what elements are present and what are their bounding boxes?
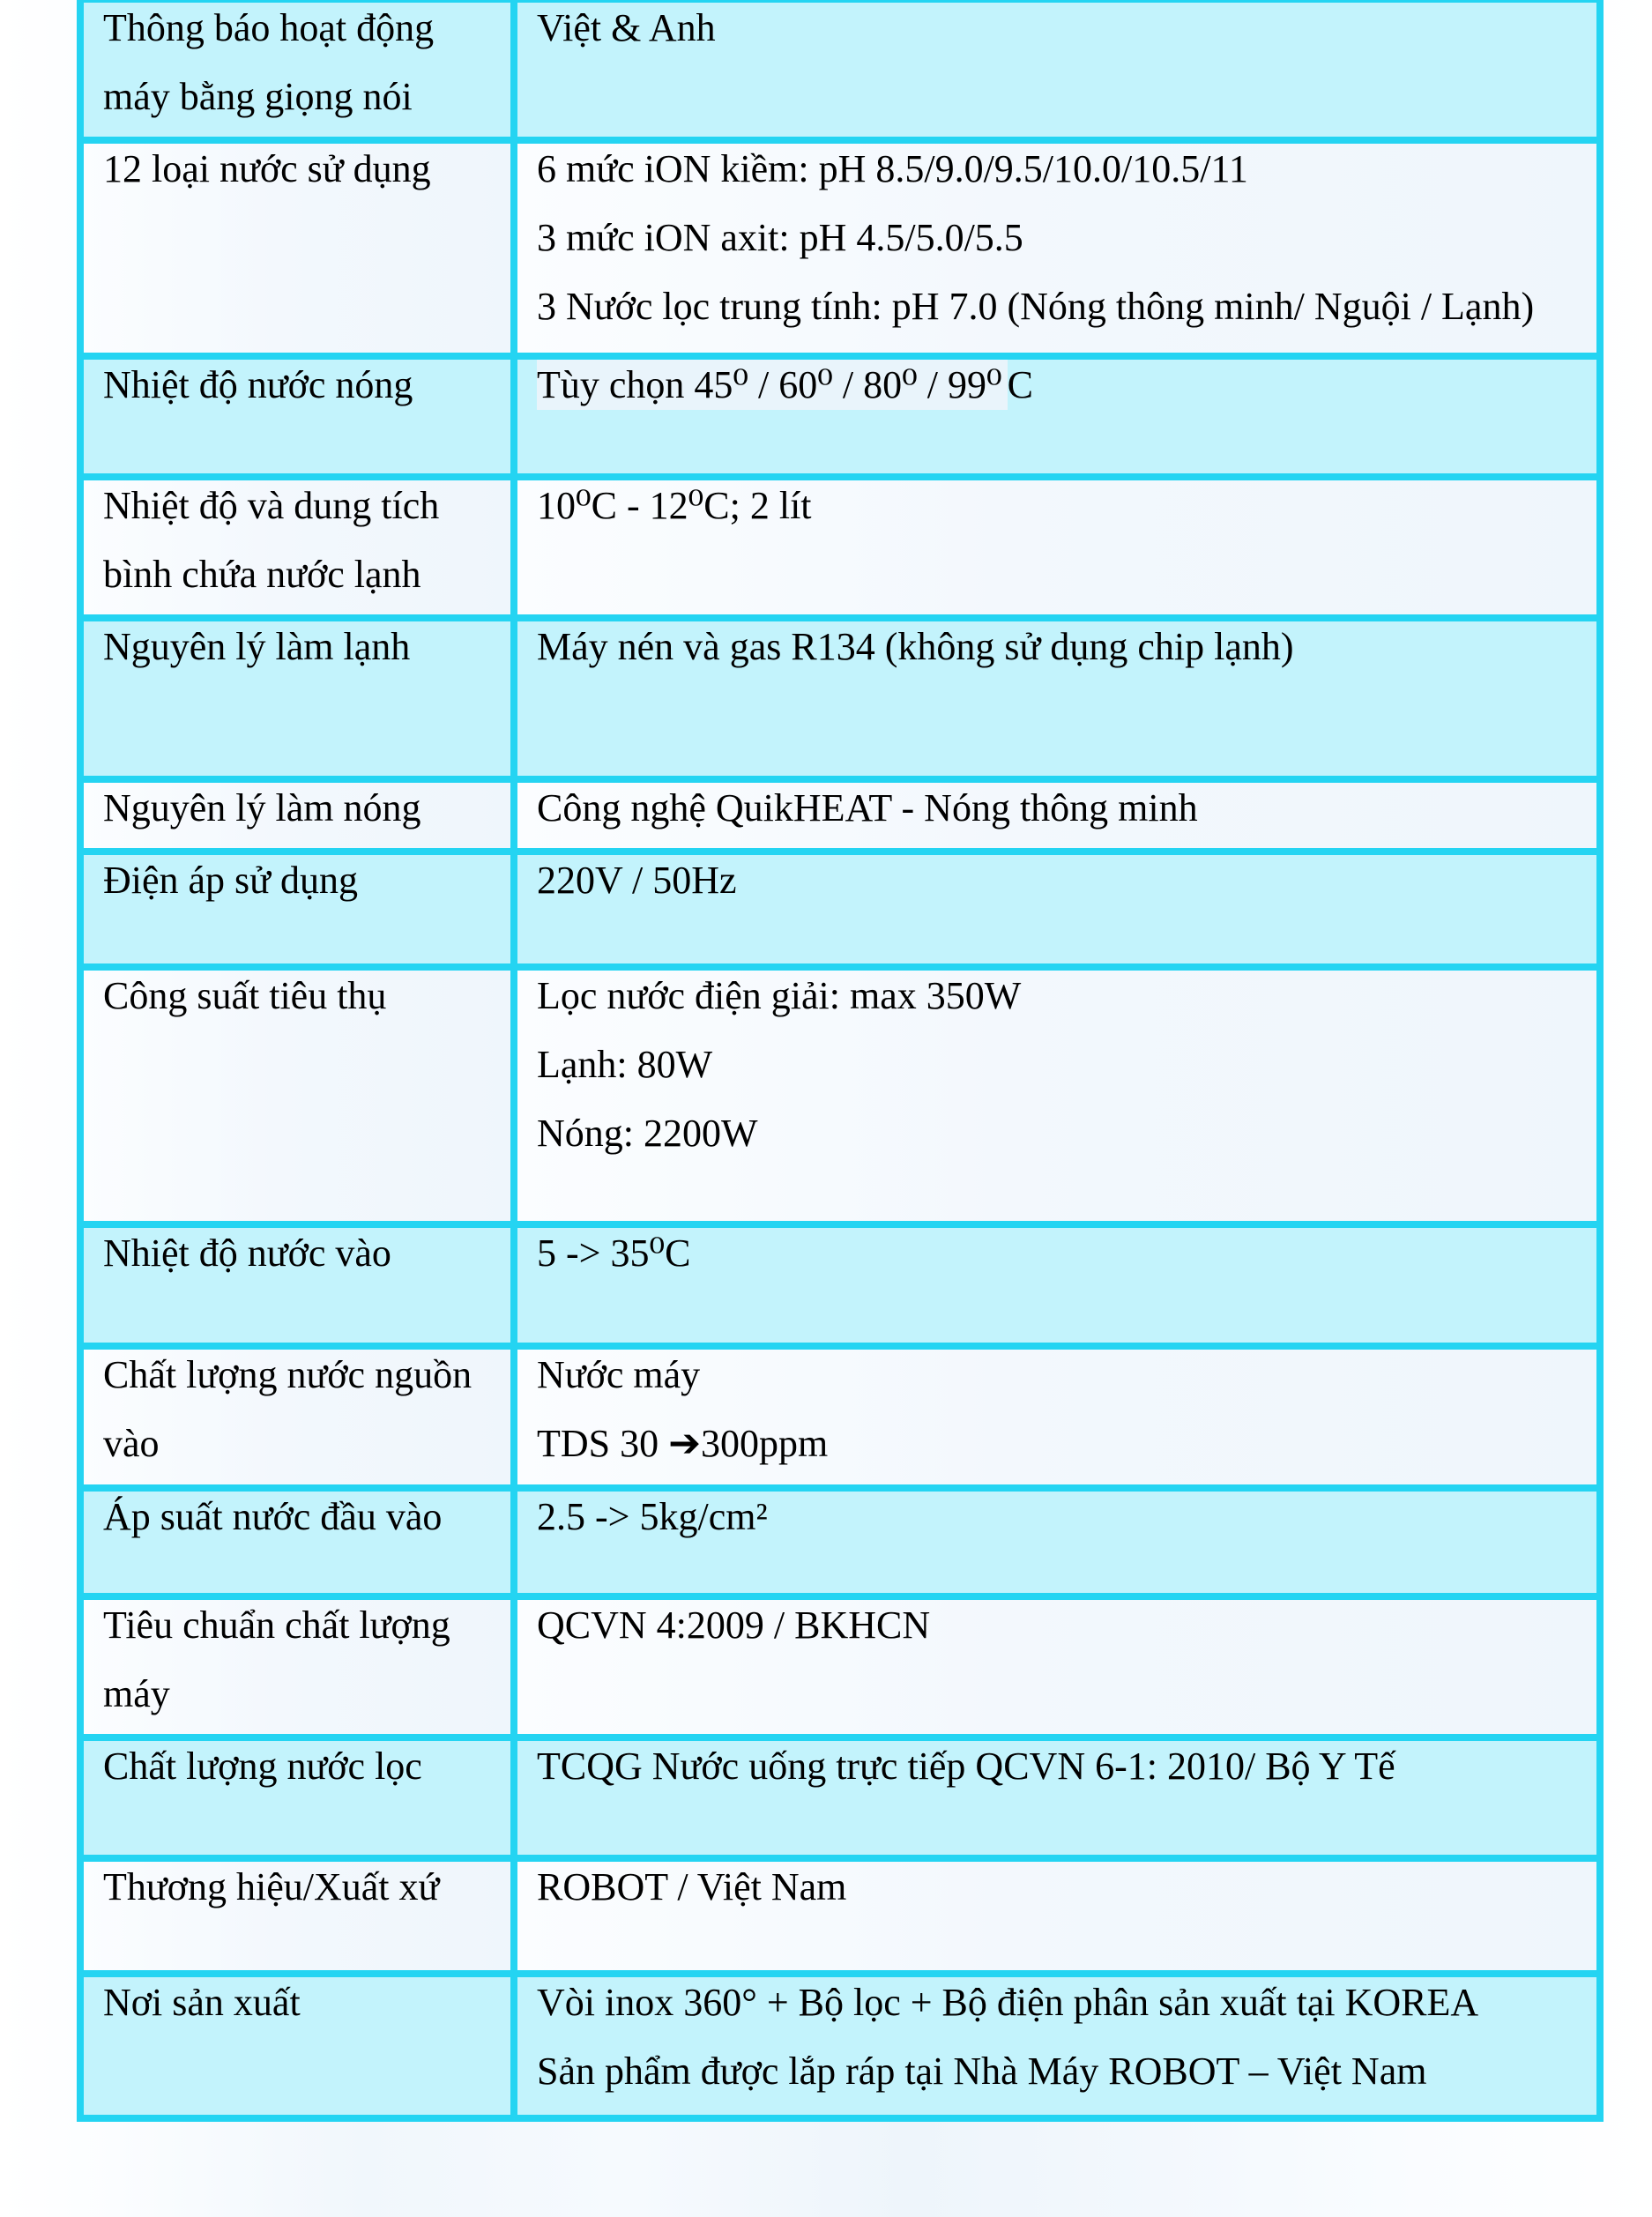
table-row [80,1974,1600,2118]
table-row [80,1224,1600,1346]
spec-label-cell [80,0,514,140]
spec-value-cell [514,0,1600,140]
table-row [80,967,1600,1224]
spec-value-cell [514,967,1600,1224]
table-row [80,1596,1600,1737]
spec-label-cell [80,1737,514,1858]
table-row [80,852,1600,967]
table-row [80,140,1600,356]
table-row [80,1346,1600,1488]
spec-label-line: bình chứa nước lạnh [103,553,421,596]
spec-value-cell [514,477,1600,618]
spec-label-line: Thông báo hoạt động [103,6,435,49]
spec-value-line: Vòi inox 360° + Bộ lọc + Bộ điện phân sản xuất tại KOREA [537,1981,1479,2024]
spec-value-line: 10⁰C - 12⁰C; 2 lít [537,484,812,527]
spec-value-line: Sản phẩm được lắp ráp tại Nhà Máy ROBOT – Việt Nam [537,2050,1427,2093]
spec-label-line: Thương hiệu/Xuất xứ [103,1865,440,1908]
table-row [80,356,1600,477]
spec-value-line: Nước máy [537,1353,701,1396]
spec-label-line: Tiêu chuẩn chất lượng [103,1603,450,1647]
spec-value-line: QCVN 4:2009 / BKHCN [537,1603,931,1647]
spec-value-line: ROBOT / Việt Nam [537,1865,847,1908]
spec-label-line: Công suất tiêu thụ [103,974,387,1017]
spec-table [77,0,1604,2122]
spec-label-cell [80,967,514,1224]
spec-value-cell [514,1974,1600,2118]
spec-value-line: 6 mức iON kiềm: pH 8.5/9.0/9.5/10.0/10.5/11 [537,147,1248,190]
spec-label-cell [80,1224,514,1346]
spec-value-cell [514,1596,1600,1737]
spec-label-cell [80,1346,514,1488]
table-row [80,1858,1600,1974]
spec-value-cell [514,1224,1600,1346]
spec-value-cell [514,356,1600,477]
spec-label-cell [80,477,514,618]
table-row [80,477,1600,618]
spec-value-cell [514,1737,1600,1858]
spec-value-line: 2.5 -> 5kg/cm² [537,1495,768,1538]
spec-value-line: Máy nén và gas R134 (không sử dụng chip lạnh) [537,625,1294,668]
spec-value-cell [514,1858,1600,1974]
table-row [80,618,1600,779]
spec-label-line: Áp suất nước đầu vào [103,1495,443,1538]
table-row [80,1737,1600,1858]
spec-label-line: vào [103,1422,160,1465]
spec-label-cell [80,356,514,477]
spec-label-cell [80,779,514,852]
spec-label-cell [80,1596,514,1737]
spec-value-line: 220V / 50Hz [537,859,737,902]
spec-value-cell [514,1488,1600,1596]
spec-value-cell [514,618,1600,779]
highlighted-value-text: Tùy chọn 45⁰ / 60⁰ / 80⁰ / 99⁰ [537,360,1008,410]
spec-value-line: TDS 30 ➔300ppm [537,1422,829,1465]
spec-label-line: Nhiệt độ và dung tích [103,484,440,527]
spec-value-line: 3 Nước lọc trung tính: pH 7.0 (Nóng thông minh/ Nguội / Lạnh) [537,285,1535,328]
spec-value-cell [514,779,1600,852]
spec-label-line: Chất lượng nước lọc [103,1745,422,1788]
spec-value-line: 3 mức iON axit: pH 4.5/5.0/5.5 [537,216,1023,259]
spec-table-body [80,0,1600,2118]
spec-label-line: Nơi sản xuất [103,1981,301,2024]
spec-value-cell [514,140,1600,356]
spec-value-cell [514,1346,1600,1488]
spec-value-line: Lọc nước điện giải: max 350W [537,974,1022,1017]
spec-label-cell [80,852,514,967]
table-row [80,1488,1600,1596]
spec-value-line: Công nghệ QuikHEAT - Nóng thông minh [537,786,1198,830]
table-row [80,779,1600,852]
spec-label-cell [80,1974,514,2118]
spec-value-line: Lạnh: 80W [537,1043,713,1086]
spec-label-line: Điện áp sử dụng [103,859,359,902]
spec-value-line [537,356,1596,420]
table-row [80,0,1600,140]
spec-value-line: TCQG Nước uống trực tiếp QCVN 6-1: 2010/ Bộ Y Tế [537,1745,1395,1788]
spec-label-cell [80,618,514,779]
spec-value-line: Nóng: 2200W [537,1112,758,1155]
spec-label-line: Nhiệt độ nước nóng [103,363,413,406]
spec-label-line: máy [103,1672,170,1715]
spec-label-cell [80,1488,514,1596]
spec-label-line: Nguyên lý làm lạnh [103,625,411,668]
value-text-tail: C [1007,363,1033,406]
spec-value-cell [514,852,1600,967]
spec-label-line: 12 loại nước sử dụng [103,147,431,190]
spec-label-line: Nguyên lý làm nóng [103,786,421,830]
spec-label-cell [80,1858,514,1974]
spec-value-line: 5 -> 35⁰C [537,1231,691,1275]
spec-label-line: Chất lượng nước nguồn [103,1353,473,1396]
spec-value-line: Việt & Anh [537,6,716,49]
spec-label-line: máy bằng giọng nói [103,75,413,118]
spec-label-cell [80,140,514,356]
spec-label-line: Nhiệt độ nước vào [103,1231,391,1275]
